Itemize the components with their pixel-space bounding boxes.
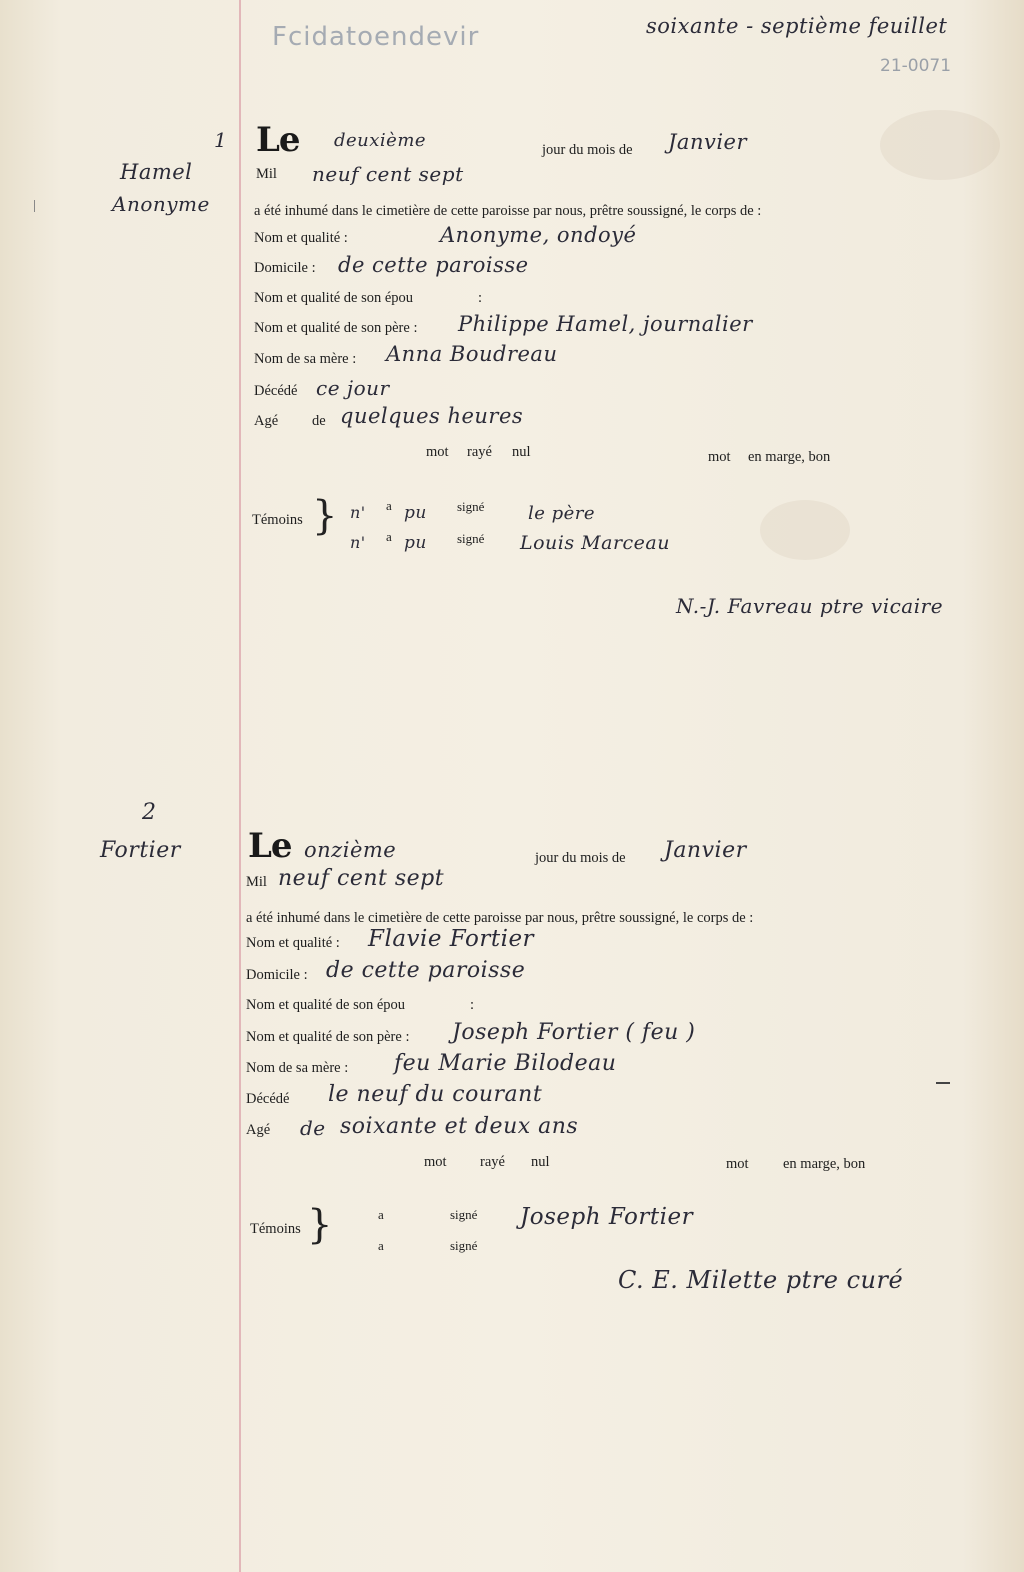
nom-label: Nom et qualité :	[254, 230, 348, 246]
witness-1-signe: signé	[457, 499, 485, 514]
margin-tick-mark	[34, 200, 35, 212]
witness-brace: }	[307, 1202, 333, 1248]
burial-month: Janvier	[664, 838, 747, 863]
witness-1-prefix: n'	[350, 503, 366, 522]
witness-2-signe: signé	[457, 531, 485, 546]
epou-label: Nom et qualité de son épou	[254, 290, 414, 306]
mere-label: Nom de sa mère :	[254, 351, 357, 367]
margin-surname: Hamel	[120, 160, 193, 184]
witness-1-a: a	[386, 498, 392, 513]
epou-colon: :	[470, 997, 475, 1013]
marge-label: en marge, bon	[748, 449, 831, 465]
de-label: de	[300, 1116, 326, 1140]
priest-signature: N.-J. Favreau ptre vicaire	[676, 594, 944, 618]
priest-signature: C. E. Milette ptre curé	[618, 1266, 904, 1294]
witness-brace: }	[312, 493, 338, 539]
margin-given-name: Anonyme	[112, 192, 210, 216]
mere-value: Anna Boudreau	[386, 342, 558, 366]
witness-2-a: a	[386, 529, 392, 544]
nom-value: Flavie Fortier	[368, 926, 535, 952]
witness-2-name: Louis Marceau	[520, 532, 670, 554]
mil-label: Mil	[246, 874, 267, 890]
witness-2-a: a	[378, 1238, 384, 1253]
margin-surname: Fortier	[100, 838, 181, 863]
witness-1-a: a	[378, 1207, 384, 1222]
witness-1-signe: signé	[450, 1207, 478, 1222]
decede-label: Décédé	[246, 1091, 290, 1107]
witness-1-pu: pu	[404, 503, 427, 523]
temoins-label: Témoins	[252, 512, 303, 528]
entry-number: 1	[214, 128, 228, 152]
witness-2-prefix: n'	[350, 533, 366, 552]
decede-value: ce jour	[316, 376, 390, 400]
de-label: de	[312, 413, 326, 429]
margin-dash-mark	[936, 1082, 950, 1084]
witness-2-pu: pu	[404, 533, 427, 553]
inhume-statement: a été inhumé dans le cimetière de cette paroisse par nous, prêtre soussigné, le corps de :	[254, 203, 762, 219]
inhume-statement: a été inhumé dans le cimetière de cette paroisse par nous, prêtre soussigné, le corps de :	[246, 910, 754, 926]
burial-year: neuf cent sept	[278, 866, 445, 891]
pencil-annotation: Fcidatoendevir	[272, 22, 480, 52]
burial-year: neuf cent sept	[312, 162, 464, 186]
temoins-label: Témoins	[250, 1221, 301, 1237]
raye-label: rayé	[480, 1154, 505, 1170]
mot-marge-label: mot	[726, 1156, 749, 1172]
paper-stain	[880, 110, 1000, 180]
decede-label: Décédé	[254, 383, 298, 399]
witness-1-name: Joseph Fortier	[520, 1204, 694, 1230]
age-value: quelques heures	[340, 404, 524, 428]
witness-2-signe: signé	[450, 1238, 478, 1253]
pere-value: Philippe Hamel, journalier	[458, 312, 753, 336]
nul-label: nul	[531, 1154, 550, 1170]
entry-number: 2	[142, 800, 157, 825]
decede-value: le neuf du courant	[328, 1082, 543, 1107]
age-value: soixante et deux ans	[340, 1114, 579, 1139]
domicile-label: Domicile :	[246, 967, 308, 983]
mere-label: Nom de sa mère :	[246, 1060, 349, 1076]
domicile-label: Domicile :	[254, 260, 316, 276]
epou-colon: :	[478, 290, 483, 306]
paper-stain	[760, 500, 850, 560]
nul-label: nul	[512, 444, 531, 460]
archive-number: 21-0071	[880, 56, 952, 76]
nom-value: Anonyme, ondoyé	[440, 223, 637, 247]
pere-value: Joseph Fortier ( feu )	[452, 1020, 696, 1045]
domicile-value: de cette paroisse	[338, 253, 529, 277]
marge-label: en marge, bon	[783, 1156, 866, 1172]
age-label: Agé	[246, 1122, 271, 1138]
burial-day: onzième	[304, 838, 397, 862]
jour-label: jour du mois de	[542, 142, 633, 158]
domicile-value: de cette paroisse	[326, 958, 526, 983]
folio-heading: soixante - septième feuillet	[646, 14, 948, 38]
left-margin-rule	[239, 0, 241, 1572]
age-label: Agé	[254, 413, 279, 429]
burial-month: Janvier	[668, 130, 748, 154]
mil-label: Mil	[256, 166, 277, 182]
witness-1-name: le père	[528, 503, 596, 524]
mere-value: feu Marie Bilodeau	[394, 1051, 617, 1076]
le-initial: Le	[248, 826, 292, 866]
mot-label: mot	[424, 1154, 447, 1170]
raye-label: rayé	[467, 444, 492, 460]
nom-label: Nom et qualité :	[246, 935, 340, 951]
pere-label: Nom et qualité de son père :	[254, 320, 418, 336]
epou-label: Nom et qualité de son épou	[246, 997, 406, 1013]
burial-day: deuxième	[334, 130, 427, 151]
le-initial: Le	[256, 120, 300, 160]
pere-label: Nom et qualité de son père :	[246, 1029, 410, 1045]
jour-label: jour du mois de	[535, 850, 626, 866]
mot-label: mot	[426, 444, 449, 460]
mot-marge-label: mot	[708, 449, 731, 465]
